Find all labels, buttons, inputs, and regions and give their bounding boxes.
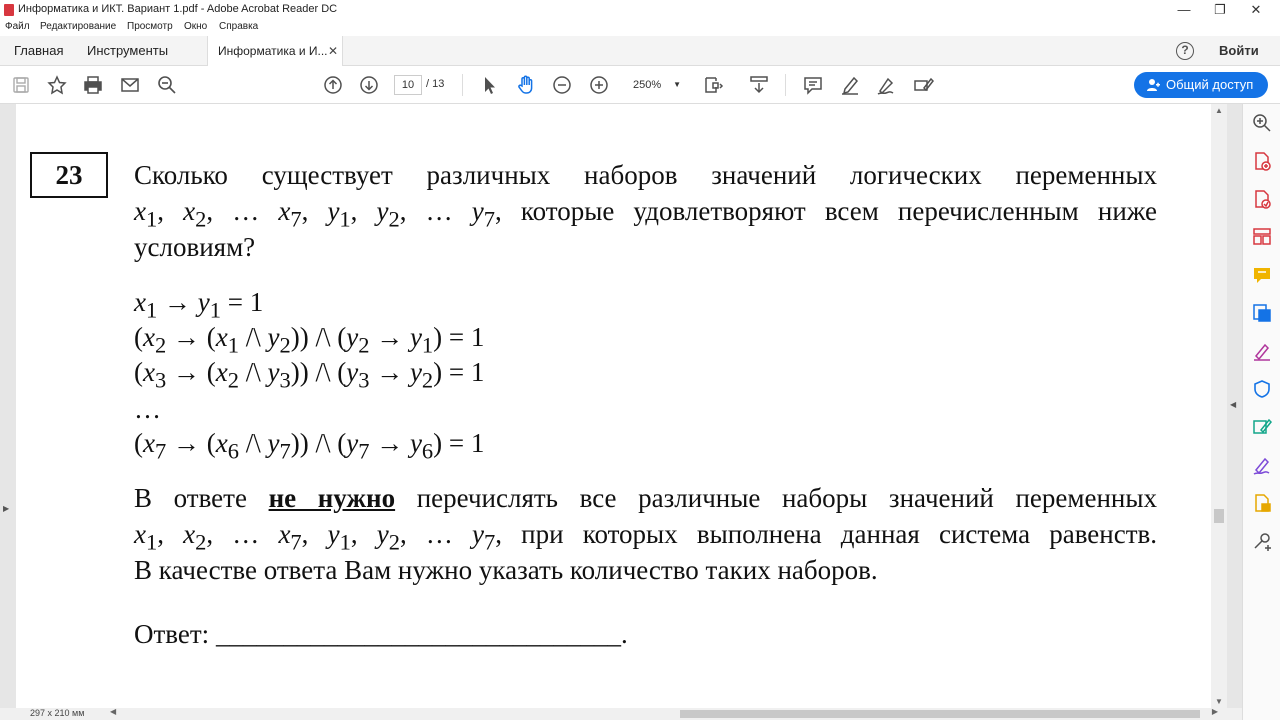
right-panel-toggle-icon[interactable]: ◀: [1230, 400, 1237, 409]
help-icon[interactable]: ?: [1176, 42, 1194, 60]
page-down-icon[interactable]: [358, 74, 380, 96]
edit-pdf-icon[interactable]: [1251, 416, 1273, 438]
scroll-thumb[interactable]: [1214, 509, 1224, 523]
bookmark-star-icon[interactable]: [46, 74, 68, 96]
document-viewport[interactable]: [0, 104, 1242, 708]
menu-view[interactable]: Просмотр: [127, 21, 173, 32]
select-arrow-icon[interactable]: [478, 74, 500, 96]
scroll-mode-icon[interactable]: [748, 74, 770, 96]
save-icon[interactable]: [10, 74, 32, 96]
toolbar-divider: [785, 74, 786, 96]
horizontal-scrollbar[interactable]: [110, 707, 1218, 719]
create-pdf-icon[interactable]: [1251, 150, 1273, 172]
vertical-scrollbar[interactable]: [1211, 104, 1227, 708]
zoom-in-icon[interactable]: [588, 74, 610, 96]
tools-pane: [1242, 104, 1280, 720]
acrobat-app-icon: [4, 4, 14, 16]
export-file-icon[interactable]: [1251, 492, 1273, 514]
menu-edit[interactable]: Редактирование: [40, 21, 117, 32]
formula-line: ($x_3 \to (x_2$ /\ $y_3$)) /\ $(y_3 \to y_2) = 1$: [134, 357, 485, 393]
title-bar: [0, 0, 1280, 20]
page-total: / 13: [426, 78, 445, 90]
instruction-line2: $x_1$, $x_2$, … $x_7$, $y_1$, $y_2$, … $y_7$, при которых выполнена данная система равенств.: [134, 519, 1158, 555]
formula-line: ($x_7 \to (x_6$ /\ $y_7$)) /\ $(y_7 \to y_6) = 1$: [134, 428, 485, 464]
scroll-down-icon[interactable]: ▼: [1215, 697, 1223, 706]
toolbar-divider: [462, 74, 463, 96]
page-size-label: 297 x 210 мм: [30, 708, 85, 718]
comment-panel-icon[interactable]: [1251, 264, 1273, 286]
zoom-select[interactable]: [625, 75, 687, 95]
horizontal-scroll-thumb[interactable]: [680, 710, 1200, 718]
formula-line: $x_1 \to y_1 = 1$: [134, 287, 264, 323]
formula-ellipsis: …: [134, 394, 161, 424]
more-tools-icon[interactable]: [1251, 530, 1273, 552]
close-window-button[interactable]: ✕: [1250, 2, 1262, 17]
restore-button[interactable]: ❐: [1214, 2, 1226, 17]
share-button-label: Общий доступ: [1166, 77, 1254, 92]
fill-and-sign-icon[interactable]: [1251, 340, 1273, 362]
menu-window[interactable]: Окно: [184, 21, 208, 32]
protect-icon[interactable]: [1251, 378, 1273, 400]
left-panel-toggle-icon[interactable]: ▶: [3, 504, 10, 513]
tab-document-label: Информатика и И...: [218, 44, 328, 58]
sign-panel-icon[interactable]: [1251, 454, 1273, 476]
menu-help[interactable]: Справка: [219, 21, 259, 32]
email-icon[interactable]: [119, 74, 141, 96]
page-up-icon[interactable]: [322, 74, 344, 96]
search-panel-icon[interactable]: [1251, 112, 1273, 134]
scroll-right-icon[interactable]: ▶: [1211, 707, 1218, 716]
tab-home[interactable]: Главная: [14, 43, 64, 58]
answer-line: [134, 619, 628, 650]
chevron-down-icon: ▼: [673, 80, 681, 89]
zoom-value: 250%: [633, 79, 662, 91]
tab-bar: [0, 36, 1280, 66]
organize-pages-icon[interactable]: [1251, 226, 1273, 248]
answer-blank: ______________________________.: [215, 619, 628, 649]
sign-icon[interactable]: [875, 74, 897, 96]
instruction-line2-tail: , при которых выполнена данная система равенств.: [495, 519, 1158, 549]
scroll-left-icon[interactable]: ◀: [110, 707, 117, 716]
question-text-line3: условиям?: [134, 232, 256, 262]
export-pdf-icon[interactable]: [1251, 188, 1273, 210]
instruction-line1-a: В ответе: [134, 483, 269, 513]
instruction-line3: В качестве ответа Вам нужно указать количество таких наборов.: [134, 555, 878, 585]
search-zoom-icon[interactable]: [156, 74, 178, 96]
formula-line: ($x_2 \to (x_1$ /\ $y_2$)) /\ $(y_2 \to y_1) = 1$: [134, 322, 485, 358]
share-button[interactable]: [1134, 72, 1268, 98]
tab-document[interactable]: [207, 36, 343, 67]
menu-bar: [0, 20, 1280, 36]
fit-page-icon[interactable]: [702, 74, 724, 96]
tab-close-icon[interactable]: ✕: [327, 44, 338, 58]
instruction-line1-b: перечислять все различные наборы значений переменных: [395, 483, 1158, 513]
pdf-page: [16, 104, 1211, 708]
page-number-input[interactable]: 10: [394, 75, 422, 95]
signin-button[interactable]: Войти: [1219, 43, 1259, 58]
status-bar: [0, 708, 1242, 720]
add-user-icon: [1146, 78, 1160, 92]
tab-tools[interactable]: Инструменты: [87, 43, 169, 58]
menu-file[interactable]: Файл: [5, 21, 30, 32]
zoom-out-icon[interactable]: [551, 74, 573, 96]
question-text-line2-tail: , которые удовлетворяют всем перечисленным ниже: [495, 196, 1158, 226]
comment-icon[interactable]: [802, 74, 824, 96]
hand-tool-icon[interactable]: [515, 74, 537, 96]
window-title: Информатика и ИКТ. Вариант 1.pdf - Adobe Acrobat Reader DC: [18, 3, 338, 15]
send-for-review-icon[interactable]: [1251, 302, 1273, 324]
scroll-up-icon[interactable]: ▲: [1215, 106, 1223, 115]
minimize-button[interactable]: —: [1177, 2, 1191, 17]
highlight-pen-icon[interactable]: [839, 74, 861, 96]
question-number: 23: [30, 152, 108, 198]
toolbar: [0, 66, 1280, 104]
question-text-line2: $x_1$, $x_2$, … $x_7$, $y_1$, $y_2$, … $y_7$, которые удовлетворяют всем перечисленным ниже: [134, 196, 1158, 232]
instruction-emphasis: не нужно: [268, 483, 396, 513]
fill-sign-icon[interactable]: [912, 74, 934, 96]
instruction-line1: [134, 480, 1157, 516]
print-icon[interactable]: [82, 74, 104, 96]
answer-label: Ответ:: [134, 619, 210, 649]
question-text-line1: Сколько существует различных наборов значений логических переменных: [134, 160, 1157, 190]
